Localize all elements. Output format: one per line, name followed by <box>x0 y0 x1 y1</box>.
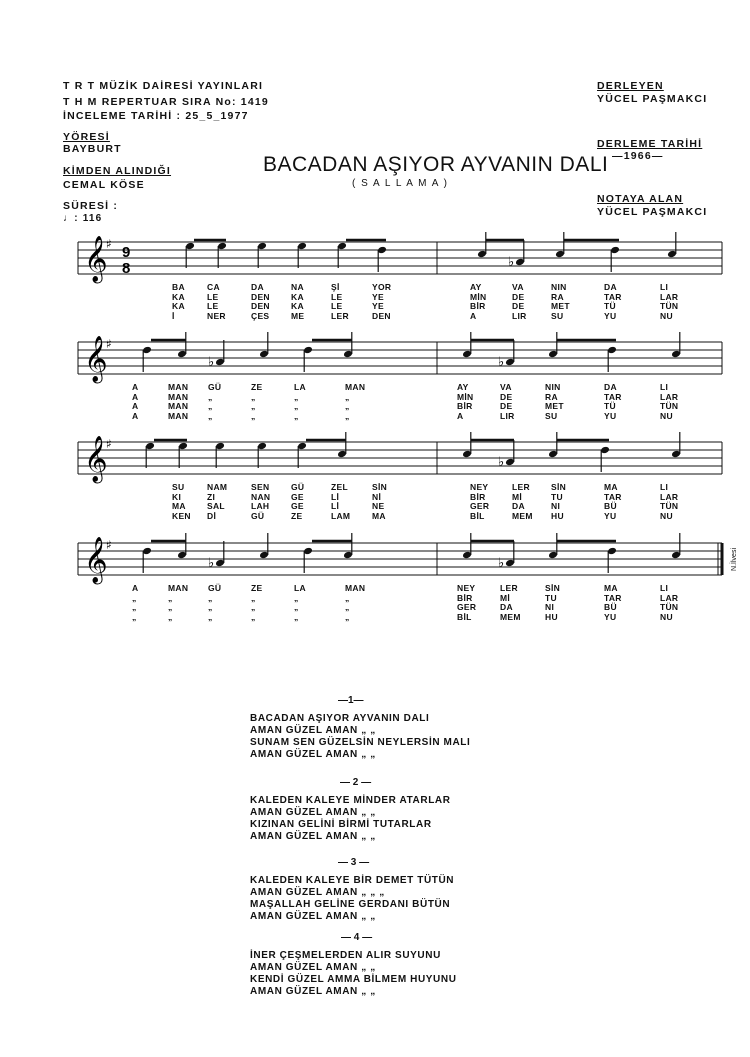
lyric-syllable: MAN <box>168 410 189 421</box>
lyric-syllable: MAN <box>168 382 189 392</box>
lyric-syllable: GÜ <box>208 583 222 593</box>
lyric-syllable: A <box>132 401 139 411</box>
lyric-syllable: „ <box>168 602 173 612</box>
lyric-syllable: LAR <box>660 491 679 502</box>
verse-number: — 2 — <box>340 777 372 788</box>
lyric-syllable: SİN <box>545 583 561 593</box>
treble-clef-icon: 𝄞 <box>84 436 108 482</box>
lyric-syllable: BİR <box>470 301 486 311</box>
lyric-syllable: NAN <box>251 491 271 502</box>
lyric-syllable: BİL <box>470 510 485 521</box>
lyric-syllable: LAR <box>660 391 679 402</box>
lyric-syllable: LER <box>331 310 349 321</box>
lyric-syllable: YU <box>604 410 617 421</box>
lyric-syllable: HU <box>545 611 558 622</box>
treble-clef-icon: 𝄞 <box>84 236 108 282</box>
staff-system <box>0 227 750 287</box>
lyric-syllable: NI <box>551 501 561 511</box>
lyric-syllable: MET <box>551 301 570 311</box>
lyric-syllable: DA <box>604 382 617 392</box>
lyric-syllable: A <box>132 410 139 421</box>
lyric-syllable: KI <box>172 491 182 502</box>
lyric-syllable: NU <box>660 611 673 622</box>
derleme-tarihi-label: DERLEME TARİHİ <box>597 138 703 150</box>
lyric-syllable: ZI <box>207 491 216 502</box>
lyric-syllable: LI <box>660 482 669 492</box>
repertuar-line: T H M REPERTUAR SIRA No: 1419 <box>63 96 269 108</box>
lyric-syllable: LIR <box>512 310 527 321</box>
flat-icon: ♭ <box>208 556 215 571</box>
lyric-syllable: LA <box>294 382 306 392</box>
lyric-syllable: MA <box>604 482 618 492</box>
verse-number: —1— <box>338 695 364 706</box>
lyric-syllable: BÜ <box>604 501 617 511</box>
tempo-mark: ♩: 116 <box>63 213 103 224</box>
lyric-syllable: NU <box>660 510 673 521</box>
lyric-syllable: LER <box>512 482 530 492</box>
flat-icon: ♭ <box>508 255 515 270</box>
lyric-syllable: SİN <box>372 482 388 492</box>
lyric-syllable: TAR <box>604 291 622 302</box>
lyric-syllable: YU <box>604 510 617 521</box>
lyric-syllable: DA <box>512 501 525 511</box>
lyric-syllable: TAR <box>604 592 622 603</box>
lyric-syllable: „ <box>294 391 299 402</box>
lyric-syllable: Lİ <box>331 501 340 511</box>
lyric-syllable: „ <box>208 410 213 421</box>
lyric-syllable: DA <box>251 282 264 292</box>
lyric-syllable: „ <box>251 602 256 612</box>
lyric-syllable: Nİ <box>372 491 382 502</box>
staff-system <box>0 528 750 588</box>
lyric-syllable: LI <box>660 382 669 392</box>
lyric-syllable: Şİ <box>331 282 340 292</box>
song-subtitle: ( S A L L A M A ) <box>352 178 449 189</box>
lyric-syllable: NE <box>372 501 385 511</box>
lyric-syllable: „ <box>345 592 350 603</box>
lyric-syllable: MA <box>604 583 618 593</box>
lyric-syllable: AY <box>457 382 469 392</box>
lyric-syllable: VA <box>512 282 524 292</box>
flat-icon: ♭ <box>208 355 215 370</box>
lyric-syllable: Lİ <box>331 491 340 502</box>
verse-line: İNER ÇEŞMELERDEN ALIR SUYUNU <box>250 950 441 961</box>
lyric-syllable: TÜN <box>660 301 679 311</box>
sharp-icon: ♯ <box>106 437 112 451</box>
time-signature: 8 <box>122 260 131 277</box>
lyric-syllable: „ <box>251 391 256 402</box>
lyric-syllable: SEN <box>251 482 270 492</box>
lyric-syllable: LE <box>207 291 219 302</box>
lyric-syllable: „ <box>345 401 350 411</box>
lyric-syllable: A <box>132 391 139 402</box>
lyric-syllable: LI <box>660 583 669 593</box>
lyric-syllable: Mİ <box>512 491 523 502</box>
series-line: T R T MÜZİK DAİRESİ YAYINLARI <box>63 80 264 92</box>
lyric-syllable: MİN <box>470 291 487 302</box>
lyric-syllable: „ <box>294 401 299 411</box>
lyric-syllable: „ <box>168 592 173 603</box>
lyric-syllable: NI <box>545 602 555 612</box>
lyric-syllable: MAN <box>345 583 366 593</box>
lyric-syllable: NAM <box>207 482 228 492</box>
sharp-icon: ♯ <box>106 337 112 351</box>
verse-line: AMAN GÜZEL AMAN „ „ <box>250 831 376 842</box>
lyric-syllable: LA <box>294 583 306 593</box>
lyric-syllable: DEN <box>251 291 270 302</box>
suresi-label: SÜRESİ : <box>63 200 119 212</box>
lyric-syllable: „ <box>132 592 137 603</box>
derleyen-label: DERLEYEN <box>597 80 664 92</box>
lyric-syllable: YU <box>604 310 617 321</box>
lyric-syllable: TAR <box>604 491 622 502</box>
lyric-syllable: AY <box>470 282 482 292</box>
lyric-syllable: NIN <box>545 382 561 392</box>
lyric-syllable: BÜ <box>604 602 617 612</box>
verse-line: AMAN GÜZEL AMAN „ „ <box>250 962 376 973</box>
time-signature: 9 <box>122 244 131 261</box>
lyric-syllable: ZEL <box>331 482 348 492</box>
verse-line: AMAN GÜZEL AMAN „ „ <box>250 749 376 760</box>
lyric-syllable: MAN <box>168 401 189 411</box>
lyric-syllable: „ <box>168 611 173 622</box>
verse-line: KALEDEN KALEYE BİR DEMET TÜTÜN <box>250 875 455 886</box>
lyric-syllable: NEY <box>457 583 476 593</box>
lyric-syllable: BİL <box>457 611 472 622</box>
lyric-syllable: SU <box>551 310 564 321</box>
lyric-syllable: DEN <box>372 310 391 321</box>
lyric-syllable: KA <box>172 301 185 311</box>
lyric-syllable: MET <box>545 401 564 411</box>
lyric-syllable: DE <box>500 401 513 411</box>
lyric-syllable: KA <box>172 291 185 302</box>
lyric-syllable: „ <box>208 602 213 612</box>
lyric-syllable: KEN <box>172 510 191 521</box>
treble-clef-icon: 𝄞 <box>84 336 108 382</box>
staff-system <box>0 327 750 387</box>
lyric-syllable: „ <box>251 611 256 622</box>
lyric-syllable: YE <box>372 291 384 302</box>
verse-number: — 4 — <box>341 932 373 943</box>
lyric-syllable: GÜ <box>208 382 222 392</box>
lyric-syllable: VA <box>500 382 512 392</box>
lyric-syllable: LE <box>207 301 219 311</box>
lyric-syllable: İ <box>172 310 175 321</box>
lyric-syllable: RA <box>551 291 564 302</box>
lyric-syllable: „ <box>208 592 213 603</box>
flat-icon: ♭ <box>498 556 505 571</box>
lyric-syllable: NEY <box>470 482 489 492</box>
lyric-syllable: LE <box>331 291 343 302</box>
lyric-syllable: „ <box>208 611 213 622</box>
inceleme-line: İNCELEME TARİHİ : 25_5_1977 <box>63 110 249 122</box>
verse-line: AMAN GÜZEL AMAN „ „ „ <box>250 887 385 898</box>
lyric-syllable: TAR <box>604 391 622 402</box>
lyric-syllable: ME <box>291 310 305 321</box>
lyric-syllable: BİR <box>457 401 473 411</box>
lyric-syllable: Mİ <box>500 592 511 603</box>
lyric-syllable: YU <box>604 611 617 622</box>
lyric-syllable: TÜN <box>660 602 679 612</box>
lyric-syllable: „ <box>345 611 350 622</box>
lyric-syllable: A <box>132 583 139 593</box>
yoresi-label: YÖRESİ <box>63 131 110 143</box>
lyric-syllable: NU <box>660 310 673 321</box>
lyric-syllable: SAL <box>207 501 225 511</box>
lyric-syllable: „ <box>251 592 256 603</box>
lyric-syllable: KA <box>291 291 304 302</box>
lyric-syllable: MİN <box>457 391 474 402</box>
lyric-syllable: BİR <box>457 592 473 603</box>
verse-line: AMAN GÜZEL AMAN „ „ <box>250 986 376 997</box>
lyric-syllable: NIN <box>551 282 567 292</box>
lyric-syllable: LE <box>331 301 343 311</box>
verse-line: AMAN GÜZEL AMAN „ „ <box>250 725 376 736</box>
lyric-syllable: „ <box>294 592 299 603</box>
lyric-syllable: ZE <box>291 510 303 521</box>
staff-system <box>0 427 750 487</box>
lyric-syllable: Dİ <box>207 510 217 521</box>
flat-icon: ♭ <box>498 455 505 470</box>
lyric-syllable: GER <box>470 501 490 511</box>
lyric-syllable: MA <box>372 510 386 521</box>
lyric-syllable: LI <box>660 282 669 292</box>
lyric-syllable: BA <box>172 282 185 292</box>
lyric-syllable: TU <box>545 592 557 603</box>
lyric-syllable: KA <box>291 301 304 311</box>
lyric-syllable: „ <box>345 602 350 612</box>
lyric-syllable: RA <box>545 391 558 402</box>
lyric-syllable: LAM <box>331 510 351 521</box>
lyric-syllable: LER <box>500 583 518 593</box>
lyric-syllable: MEM <box>512 510 533 521</box>
lyric-syllable: „ <box>294 602 299 612</box>
notaya-alan-label: NOTAYA ALAN <box>597 193 684 205</box>
lyric-syllable: DA <box>604 282 617 292</box>
kimden-label: KİMDEN ALINDIĞI <box>63 165 172 177</box>
lyric-syllable: „ <box>251 410 256 421</box>
lyric-syllable: TÜ <box>604 301 616 311</box>
lyric-syllable: GE <box>291 501 304 511</box>
lyric-syllable: A <box>470 310 477 321</box>
lyric-syllable: LAR <box>660 291 679 302</box>
side-note: N.İlvesi <box>731 548 738 571</box>
lyric-syllable: DE <box>512 291 525 302</box>
verse-line: AMAN GÜZEL AMAN „ „ <box>250 807 376 818</box>
yoresi-value: BAYBURT <box>63 143 122 155</box>
lyric-syllable: TÜ <box>604 401 616 411</box>
lyric-syllable: NA <box>291 282 304 292</box>
verse-line: KALEDEN KALEYE MİNDER ATARLAR <box>250 795 451 806</box>
lyric-syllable: LAR <box>660 592 679 603</box>
verse-line: KIZINAN GELİNİ BİRMİ TUTARLAR <box>250 819 432 830</box>
lyric-syllable: „ <box>294 410 299 421</box>
lyric-syllable: SU <box>172 482 185 492</box>
lyric-syllable: „ <box>132 611 137 622</box>
lyric-syllable: LIR <box>500 410 515 421</box>
lyric-syllable: GE <box>291 491 304 502</box>
lyric-syllable: TÜN <box>660 401 679 411</box>
lyric-syllable: „ <box>294 611 299 622</box>
lyric-syllable: MAN <box>345 382 366 392</box>
verse-number: — 3 — <box>338 857 370 868</box>
lyric-syllable: NER <box>207 310 226 321</box>
kimden-value: CEMAL KÖSE <box>63 179 145 191</box>
flat-icon: ♭ <box>498 355 505 370</box>
lyric-syllable: SİN <box>551 482 567 492</box>
lyric-syllable: NU <box>660 410 673 421</box>
lyric-syllable: MAN <box>168 391 189 402</box>
lyric-syllable: GÜ <box>251 510 265 521</box>
lyric-syllable: MEM <box>500 611 521 622</box>
lyric-syllable: A <box>132 382 139 392</box>
lyric-syllable: MA <box>172 501 186 511</box>
lyric-syllable: TÜN <box>660 501 679 511</box>
lyric-syllable: YOR <box>372 282 392 292</box>
lyric-syllable: „ <box>132 602 137 612</box>
lyric-syllable: CA <box>207 282 220 292</box>
derleyen-value: YÜCEL PAŞMAKCI <box>597 93 708 105</box>
lyric-syllable: „ <box>208 391 213 402</box>
lyric-syllable: ZE <box>251 583 263 593</box>
notaya-alan-value: YÜCEL PAŞMAKCI <box>597 206 708 218</box>
sharp-icon: ♯ <box>106 237 112 251</box>
lyric-syllable: DEN <box>251 301 270 311</box>
lyric-syllable: SU <box>545 410 558 421</box>
lyric-syllable: HU <box>551 510 564 521</box>
lyric-syllable: LAH <box>251 501 270 511</box>
lyric-syllable: TU <box>551 491 563 502</box>
lyric-syllable: YE <box>372 301 384 311</box>
verse-line: BACADAN AŞIYOR AYVANIN DALI <box>250 713 430 724</box>
verse-line: SUNAM SEN GÜZELSİN NEYLERSİN MALI <box>250 737 471 748</box>
lyric-syllable: DE <box>500 391 513 402</box>
lyric-syllable: A <box>457 410 464 421</box>
lyric-syllable: „ <box>345 410 350 421</box>
lyric-syllable: BİR <box>470 491 486 502</box>
lyric-syllable: DE <box>512 301 525 311</box>
lyric-syllable: „ <box>251 401 256 411</box>
derleme-tarihi-value: —1966— <box>612 150 664 162</box>
verse-line: KENDİ GÜZEL AMMA BİLMEM HUYUNU <box>250 974 457 985</box>
lyric-syllable: ÇES <box>251 310 270 321</box>
treble-clef-icon: 𝄞 <box>84 537 108 583</box>
lyric-syllable: „ <box>208 401 213 411</box>
verse-line: MAŞALLAH GELİNE GERDANI BÜTÜN <box>250 899 451 910</box>
lyric-syllable: MAN <box>168 583 189 593</box>
lyric-syllable: DA <box>500 602 513 612</box>
sharp-icon: ♯ <box>106 538 112 552</box>
verse-line: AMAN GÜZEL AMAN „ „ <box>250 911 376 922</box>
song-title: BACADAN AŞIYOR AYVANIN DALI <box>263 153 609 176</box>
lyric-syllable: ZE <box>251 382 263 392</box>
lyric-syllable: „ <box>345 391 350 402</box>
lyric-syllable: GÜ <box>291 482 305 492</box>
lyric-syllable: GER <box>457 602 477 612</box>
